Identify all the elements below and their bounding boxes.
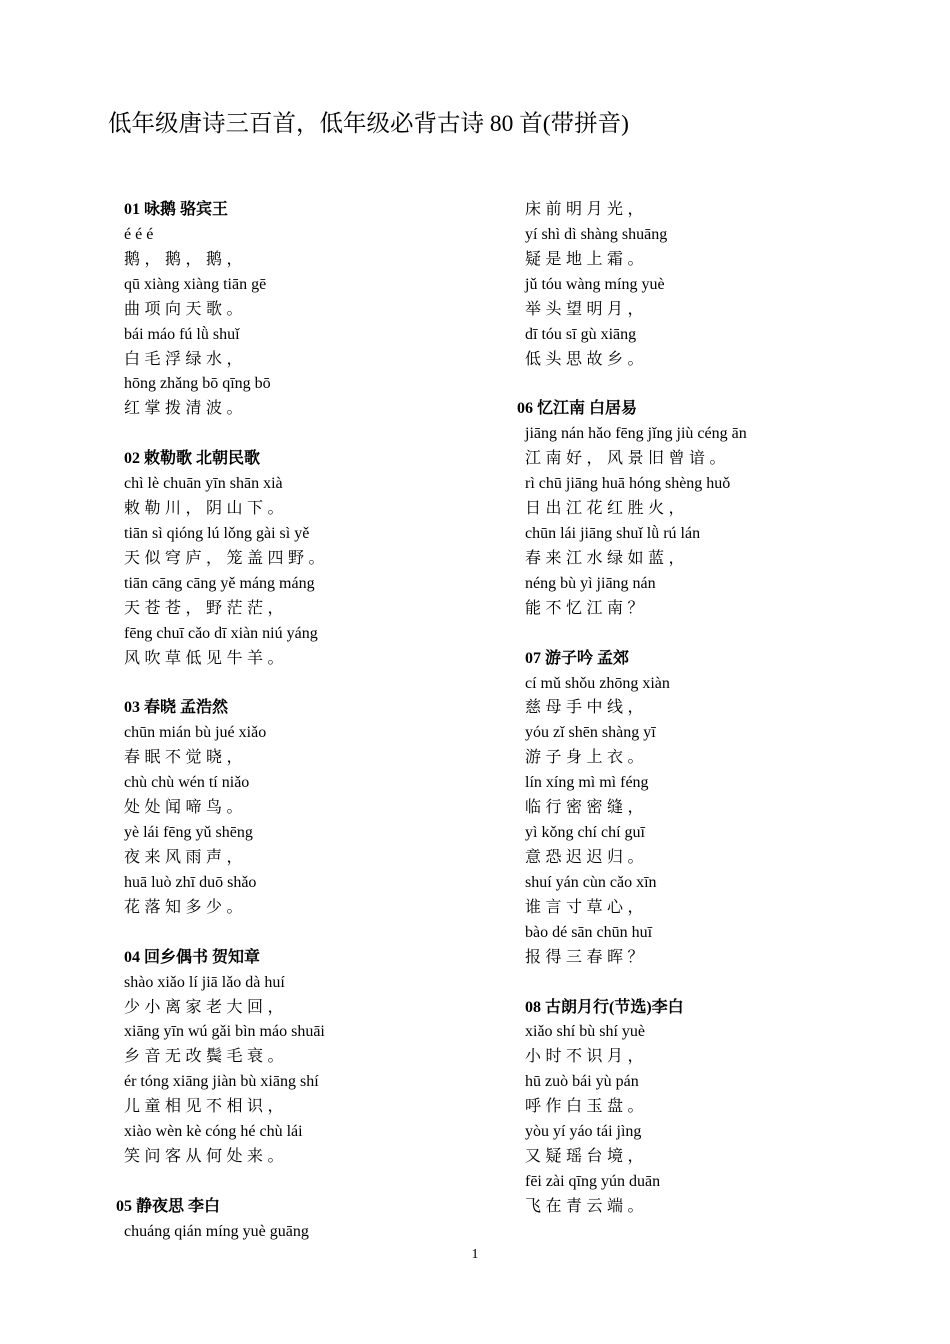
pinyin-line: shào xiǎo lí jiā lǎo dà huí bbox=[124, 973, 285, 991]
pinyin-line: jǔ tóu wàng míng yuè bbox=[525, 275, 665, 293]
poem-verse-line: 慈母手中线， bbox=[525, 699, 649, 717]
pinyin-line: tiān cāng cāng yě máng máng bbox=[124, 574, 315, 592]
pinyin-line: bái máo fú lǜ shuǐ bbox=[124, 325, 240, 343]
poem-column-right bbox=[517, 198, 925, 1220]
poem-verse-line: 天似穹庐，笼盖四野。 bbox=[124, 549, 330, 567]
poem-verse-line: 红掌拨清波。 bbox=[124, 400, 248, 418]
blank-line bbox=[124, 921, 524, 946]
poem-verse-line: 举头望明月， bbox=[525, 300, 649, 318]
blank-line bbox=[525, 971, 925, 996]
poem-verse-line: 意恐迟迟归。 bbox=[525, 848, 649, 866]
poem-title: 05 静夜思 李白 bbox=[116, 1197, 221, 1215]
poem-column-left bbox=[116, 198, 524, 1245]
poem-verse-line: 又疑瑶台境， bbox=[525, 1148, 649, 1166]
poem-verse-line: 报得三春晖？ bbox=[525, 948, 649, 966]
pinyin-line: shuí yán cùn cǎo xīn bbox=[525, 873, 657, 891]
pinyin-line: é é é bbox=[124, 225, 154, 243]
pinyin-line: hōng zhǎng bō qīng bō bbox=[124, 375, 271, 393]
poem-title: 03 春晓 孟浩然 bbox=[124, 699, 229, 717]
poem-verse-line: 小时不识月， bbox=[525, 1048, 649, 1066]
pinyin-line: xiǎo shí bù shí yuè bbox=[525, 1023, 645, 1041]
pinyin-line: chūn mián bù jué xiǎo bbox=[124, 724, 267, 742]
pinyin-line: dī tóu sī gù xiāng bbox=[525, 325, 637, 343]
poem-verse-line: 花落知多少。 bbox=[124, 898, 248, 916]
poem-title: 01 咏鹅 骆宾王 bbox=[124, 201, 229, 218]
pinyin-line: tiān sì qióng lú lǒng gài sì yě bbox=[124, 524, 310, 542]
pinyin-line: yè lái fēng yǔ shēng bbox=[124, 824, 253, 842]
poem-verse-line: 游子身上衣。 bbox=[525, 749, 649, 767]
poem-verse-line: 乡音无改鬓毛衰。 bbox=[124, 1048, 289, 1066]
poem-verse-line: 床前明月光， bbox=[525, 201, 649, 218]
poem-verse-line: 飞在青云端。 bbox=[525, 1197, 649, 1215]
pinyin-line: néng bù yì jiāng nán bbox=[525, 574, 656, 592]
pinyin-line: xiāng yīn wú gǎi bìn máo shuāi bbox=[124, 1023, 325, 1041]
pinyin-line: cí mǔ shǒu zhōng xiàn bbox=[525, 674, 670, 692]
poem-verse-line: 白毛浮绿水， bbox=[124, 350, 248, 368]
pinyin-line: ér tóng xiāng jiàn bù xiāng shí bbox=[124, 1073, 319, 1091]
poem-verse-line: 风吹草低见牛羊。 bbox=[124, 649, 289, 667]
blank-line bbox=[525, 622, 925, 647]
poem-verse-line: 曲项向天歌。 bbox=[124, 300, 248, 318]
poem-verse-line: 鹅，鹅，鹅， bbox=[124, 250, 248, 268]
pinyin-line: huā luò zhī duō shǎo bbox=[124, 873, 257, 891]
pinyin-line: chūn lái jiāng shuǐ lǜ rú lán bbox=[525, 524, 701, 542]
pinyin-line: qū xiàng xiàng tiān gē bbox=[124, 275, 267, 293]
poem-verse-line: 少小离家老大回， bbox=[124, 998, 289, 1016]
pinyin-line: yòu yí yáo tái jìng bbox=[525, 1123, 642, 1141]
poem-verse-line: 疑是地上霜。 bbox=[525, 250, 649, 268]
poem-verse-line: 春来江水绿如蓝， bbox=[525, 549, 690, 567]
pinyin-line: xiào wèn kè cóng hé chù lái bbox=[124, 1123, 303, 1141]
page-number: 1 bbox=[471, 1247, 479, 1262]
poem-title: 02 敕勒歌 北朝民歌 bbox=[124, 450, 261, 468]
blank-line bbox=[124, 1170, 524, 1195]
poem-title: 06 忆江南 白居易 bbox=[517, 400, 638, 418]
poem-verse-line: 春眠不觉晓， bbox=[124, 749, 248, 767]
poem-verse-line: 夜来风雨声， bbox=[124, 848, 248, 866]
poem-verse-line: 江南好，风景旧曾谙。 bbox=[525, 450, 731, 468]
poem-verse-line: 处处闻啼鸟。 bbox=[124, 799, 248, 817]
pinyin-line: yóu zǐ shēn shàng yī bbox=[525, 724, 656, 742]
pinyin-line: chù chù wén tí niǎo bbox=[124, 774, 250, 792]
poem-verse-line: 儿童相见不相识， bbox=[124, 1098, 289, 1116]
pinyin-line: jiāng nán hǎo fēng jǐng jiù céng ān bbox=[525, 425, 747, 443]
poem-verse-line: 天苍苍，野茫茫， bbox=[124, 599, 289, 617]
poem-verse-line: 呼作白玉盘。 bbox=[525, 1098, 649, 1116]
pinyin-line: yí shì dì shàng shuāng bbox=[525, 225, 668, 243]
pinyin-line: chì lè chuān yīn shān xià bbox=[124, 475, 283, 493]
poem-title: 07 游子吟 孟郊 bbox=[525, 649, 630, 667]
poem-verse-line: 笑问客从何处来。 bbox=[124, 1148, 289, 1166]
poem-verse-line: 能不忆江南？ bbox=[525, 599, 649, 617]
pinyin-line: rì chū jiāng huā hóng shèng huǒ bbox=[525, 475, 731, 493]
blank-line bbox=[124, 672, 524, 697]
pinyin-line: fēi zài qīng yún duān bbox=[525, 1172, 661, 1190]
poem-title: 04 回乡偶书 贺知章 bbox=[124, 948, 261, 966]
poem-verse-line: 低头思故乡。 bbox=[525, 350, 649, 368]
pinyin-line: bào dé sān chūn huī bbox=[525, 923, 653, 941]
poem-verse-line: 日出江花红胜火， bbox=[525, 500, 690, 518]
poem-verse-line: 临行密密缝， bbox=[525, 799, 649, 817]
pinyin-line: fēng chuī cǎo dī xiàn niú yáng bbox=[124, 624, 318, 642]
poem-verse-line: 谁言寸草心， bbox=[525, 898, 649, 916]
pinyin-line: chuáng qián míng yuè guāng bbox=[124, 1222, 309, 1240]
blank-line bbox=[124, 422, 524, 447]
pinyin-line: hū zuò bái yù pán bbox=[525, 1073, 639, 1091]
pinyin-line: lín xíng mì mì féng bbox=[525, 774, 649, 792]
poem-verse-line: 敕勒川，阴山下。 bbox=[124, 500, 289, 518]
poem-title: 08 古朗月行(节选)李白 bbox=[525, 998, 684, 1016]
pinyin-line: yì kǒng chí chí guī bbox=[525, 824, 645, 842]
blank-line bbox=[525, 372, 925, 397]
page-title: 低年级唐诗三百首，低年级必背古诗 80 首(带拼音) bbox=[108, 111, 629, 137]
